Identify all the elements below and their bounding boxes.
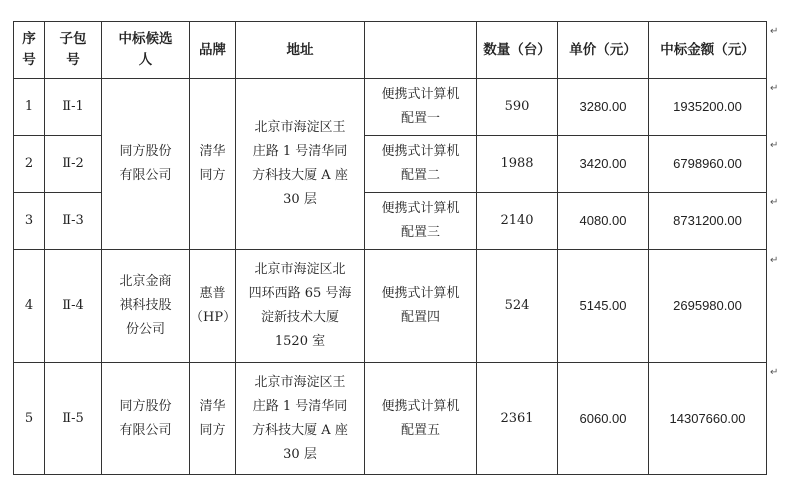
table-row	[14, 250, 767, 363]
row-total: 1935200.00	[649, 79, 767, 136]
row-quantity: 2361	[477, 363, 558, 475]
row-total: 8731200.00	[649, 193, 767, 250]
product-cell: 便携式计算机 配置三	[365, 193, 477, 250]
header-brand: 品牌	[190, 22, 236, 79]
address-cell: 北京市海淀区北 四环西路 65 号海 淀新技术大厦 1520 室	[236, 250, 365, 363]
table-header-row	[14, 22, 767, 79]
winner-cell: 同方股份 有限公司	[102, 79, 190, 250]
row-quantity: 524	[477, 250, 558, 363]
row-quantity: 590	[477, 79, 558, 136]
row-end-mark: ↵	[770, 140, 779, 151]
product-cell: 便携式计算机 配置五	[365, 363, 477, 475]
row-end-mark: ↵	[770, 83, 779, 94]
row-unit-price: 6060.00	[558, 363, 649, 475]
address-cell: 北京市海淀区王 庄路 1 号清华同 方科技大厦 A 座 30 层	[236, 363, 365, 475]
address-cell: 北京市海淀区王 庄路 1 号清华同 方科技大厦 A 座 30 层	[236, 79, 365, 250]
row-end-mark: ↵	[770, 26, 779, 37]
row-seq: 3	[14, 193, 45, 250]
winner-cell: 同方股份 有限公司	[102, 363, 190, 475]
row-total: 2695980.00	[649, 250, 767, 363]
brand-cell: 惠普 （HP）	[190, 250, 236, 363]
row-seq: 5	[14, 363, 45, 475]
row-end-mark: ↵	[770, 255, 779, 266]
row-end-mark: ↵	[770, 367, 779, 378]
row-seq: 4	[14, 250, 45, 363]
header-seq: 序 号	[14, 22, 45, 79]
product-cell: 便携式计算机 配置四	[365, 250, 477, 363]
bid-result-table	[13, 21, 767, 475]
row-unit-price: 3280.00	[558, 79, 649, 136]
header-total: 中标金额（元）	[649, 22, 767, 79]
row-package: Ⅱ-2	[45, 136, 102, 193]
row-quantity: 2140	[477, 193, 558, 250]
row-unit-price: 3420.00	[558, 136, 649, 193]
product-cell: 便携式计算机 配置二	[365, 136, 477, 193]
row-quantity: 1988	[477, 136, 558, 193]
header-quantity: 数量（台）	[477, 22, 558, 79]
header-winner: 中标候选 人	[102, 22, 190, 79]
row-total: 6798960.00	[649, 136, 767, 193]
row-unit-price: 4080.00	[558, 193, 649, 250]
row-seq: 2	[14, 136, 45, 193]
brand-cell: 清华 同方	[190, 79, 236, 250]
row-package: Ⅱ-4	[45, 250, 102, 363]
row-package: Ⅱ-1	[45, 79, 102, 136]
row-package: Ⅱ-5	[45, 363, 102, 475]
header-unit-price: 单价（元）	[558, 22, 649, 79]
row-end-mark: ↵	[770, 197, 779, 208]
header-product	[365, 22, 477, 79]
table-row	[14, 363, 767, 475]
row-seq: 1	[14, 79, 45, 136]
header-package: 子包 号	[45, 22, 102, 79]
row-package: Ⅱ-3	[45, 193, 102, 250]
row-total: 14307660.00	[649, 363, 767, 475]
product-cell: 便携式计算机 配置一	[365, 79, 477, 136]
table-row	[14, 79, 767, 136]
winner-cell: 北京金商 祺科技股 份公司	[102, 250, 190, 363]
header-address: 地址	[236, 22, 365, 79]
brand-cell: 清华 同方	[190, 363, 236, 475]
row-unit-price: 5145.00	[558, 250, 649, 363]
